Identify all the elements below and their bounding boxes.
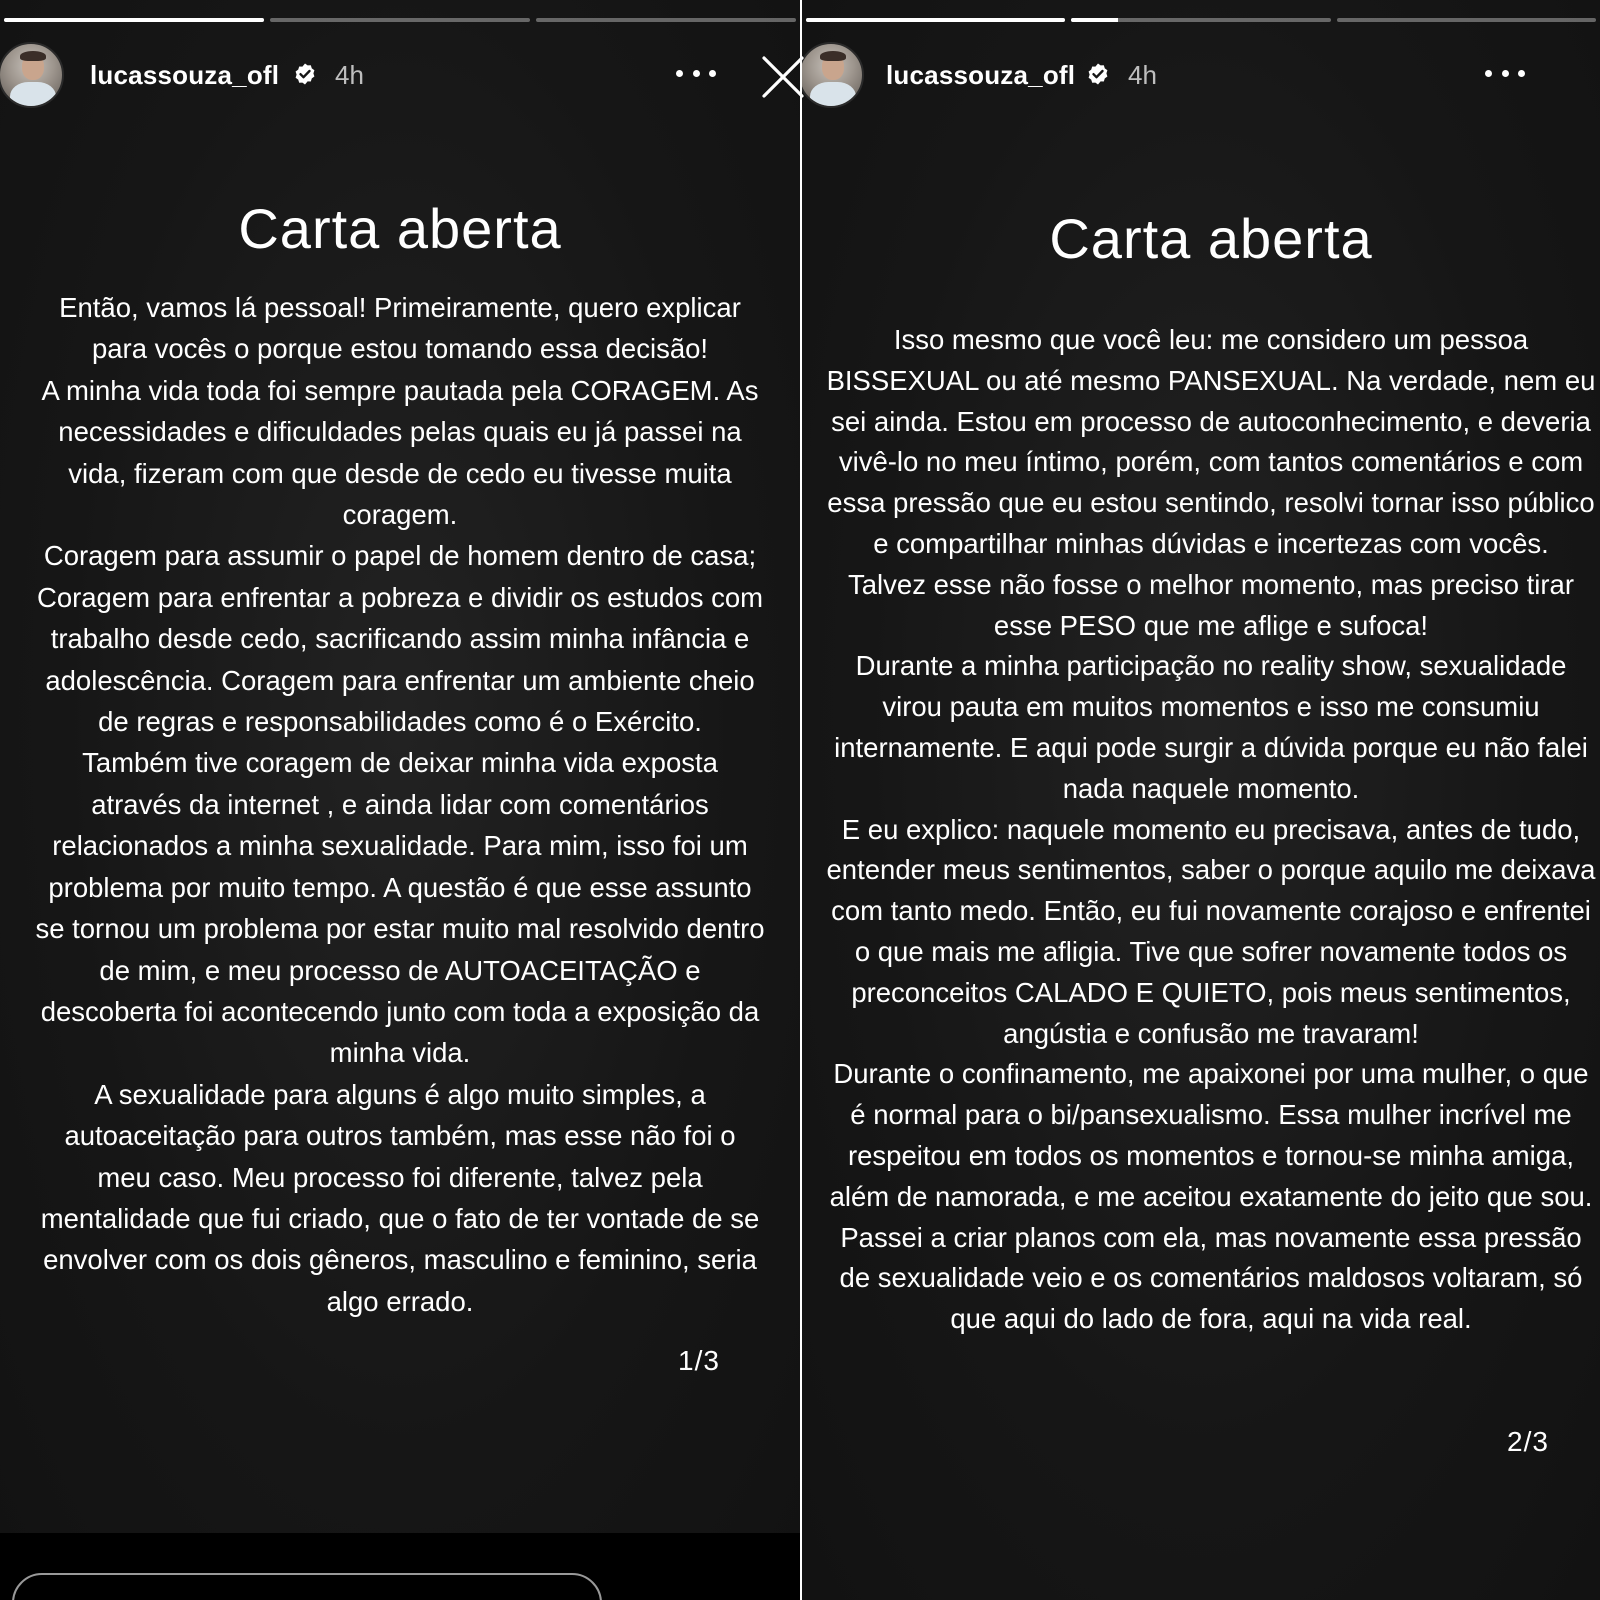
username[interactable]: lucassouza_ofl <box>90 60 280 90</box>
text-line: autoaceitação para outros também, mas esse não foi o <box>64 1120 736 1152</box>
text-line: se tornou um problema por estar muito mal resolvido dentro <box>35 913 765 945</box>
story-progress-bar <box>4 18 796 23</box>
text-line: Talvez esse não fosse o melhor momento, mas preciso tirar <box>848 568 1574 600</box>
page-number: 2/3 <box>1507 1426 1549 1457</box>
text-line: essa pressão que eu estou sentindo, resolvi tornar isso público <box>827 487 1595 519</box>
story-footer <box>0 1533 800 1600</box>
text-line: e compartilhar minhas dúvidas e incertezas com vocês. <box>873 527 1549 559</box>
text-line: é normal para o bi/pansexualismo. Essa mulher incrível me <box>850 1099 1572 1131</box>
story-header <box>802 40 1600 115</box>
page-title: Carta aberta <box>238 197 562 260</box>
username[interactable]: lucassouza_ofl <box>886 60 1076 90</box>
story-panel-right[interactable] <box>802 0 1600 1600</box>
text-line: relacionados a minha sexualidade. Para mim, isso foi um <box>52 830 748 862</box>
verified-badge-icon <box>1086 62 1110 86</box>
text-line: Coragem para enfrentar a pobreza e dividir os estudos com <box>36 581 764 613</box>
text-line: o que mais me afligia. Tive que sofrer novamente todos os <box>854 935 1568 967</box>
text-line: E eu explico: naquele momento eu precisava, antes de tudo, <box>841 813 1581 845</box>
text-line: além de namorada, e me aceitou exatamente do jeito que sou. <box>829 1180 1593 1212</box>
text-line: nada naquele momento. <box>1062 772 1360 804</box>
text-line: vivê-lo no meu íntimo, porém, com tantos comentários e com <box>838 446 1584 478</box>
text-line: algo errado. <box>326 1285 474 1317</box>
progress-segment-1 <box>806 18 1065 22</box>
text-line: necessidades e dificuldades pelas quais eu já passei na <box>58 416 742 448</box>
letter-body <box>0 287 800 1322</box>
text-line: Também tive coragem de deixar minha vida exposta <box>82 747 718 779</box>
text-line: para vocês o porque estou tomando essa decisão! <box>91 333 709 365</box>
text-line: de mim, e meu processo de AUTOACEITAÇÃO e <box>99 954 701 986</box>
text-line: sei ainda. Estou em processo de autoconhecimento, e deveria <box>831 405 1591 437</box>
text-line: problema por muito tempo. A questão é que esse assunto <box>48 871 752 903</box>
post-time: 4h <box>335 60 364 90</box>
verified-badge-icon <box>293 62 317 86</box>
story-progress-bar <box>806 18 1596 23</box>
text-line: de regras e responsabilidades como é o Exército. <box>98 706 702 738</box>
text-line: respeitou em todos os momentos e tornou-se minha amiga, <box>847 1139 1575 1171</box>
letter-body <box>802 320 1600 1340</box>
more-options-icon[interactable] <box>1485 70 1525 80</box>
text-line: virou pauta em muitos momentos e isso me consumiu <box>882 691 1540 723</box>
progress-segment-3 <box>536 18 796 22</box>
text-line: vida, fizeram com que desde de cedo eu tivesse muita <box>68 457 732 489</box>
text-line: de sexualidade veio e os comentários maldosos voltaram, só <box>839 1262 1583 1294</box>
text-line: internamente. E aqui pode surgir a dúvida porque eu não falei <box>834 731 1588 763</box>
text-line: esse PESO que me aflige e sufoca! <box>993 609 1429 641</box>
text-line: BISSEXUAL ou até mesmo PANSEXUAL. Na verdade, nem eu <box>826 364 1596 396</box>
text-line: envolver com os dois gêneros, masculino e feminino, seria <box>43 1244 757 1276</box>
text-line: meu caso. Meu processo foi diferente, talvez pela <box>97 1161 703 1193</box>
post-time: 4h <box>1128 60 1157 90</box>
story-header <box>0 40 800 115</box>
text-line: minha vida. <box>329 1037 471 1069</box>
avatar[interactable] <box>802 42 864 108</box>
progress-segment-2 <box>270 18 530 22</box>
close-icon[interactable] <box>760 54 806 100</box>
text-line: descoberta foi acontecendo junto com toda a exposição da <box>40 995 760 1027</box>
text-line: Durante o confinamento, me apaixonei por uma mulher, o que <box>833 1058 1589 1090</box>
reply-input[interactable] <box>12 1573 602 1600</box>
text-line: preconceitos CALADO E QUIETO, pois meus sentimentos, <box>851 976 1571 1008</box>
text-line: A sexualidade para alguns é algo muito simples, a <box>94 1078 706 1110</box>
avatar[interactable] <box>0 42 64 108</box>
text-line: A minha vida toda foi sempre pautada pela CORAGEM. As <box>41 374 759 406</box>
text-line: Isso mesmo que você leu: me considero um pessoa <box>893 324 1529 355</box>
text-line: através da internet , e ainda lidar com comentários <box>91 788 709 820</box>
page-title: Carta aberta <box>1049 207 1373 270</box>
progress-segment-2 <box>1071 18 1330 22</box>
progress-segment-3 <box>1337 18 1596 22</box>
text-line: que aqui do lado de fora, aqui na vida real. <box>950 1303 1472 1335</box>
text-line: com tanto medo. Então, eu fui novamente corajoso e enfrentei <box>831 895 1591 927</box>
text-line: Durante a minha participação no reality show, sexualidade <box>855 650 1567 682</box>
text-line: trabalho desde cedo, sacrificando assim minha infância e <box>50 623 750 655</box>
page-number: 1/3 <box>678 1345 720 1376</box>
text-line: entender meus sentimentos, saber o porque aquilo me deixava <box>826 854 1596 886</box>
text-line: Então, vamos lá pessoal! Primeiramente, quero explicar <box>59 292 741 323</box>
text-line: Passei a criar planos com ela, mas novamente essa pressão <box>840 1221 1582 1253</box>
more-options-icon[interactable] <box>676 70 716 80</box>
text-line: angústia e confusão me travaram! <box>1003 1017 1419 1049</box>
text-line: mentalidade que fui criado, que o fato de ter vontade de se <box>40 1202 760 1234</box>
text-line: Coragem para assumir o papel de homem dentro de casa; <box>43 540 757 572</box>
text-line: coragem. <box>342 499 458 531</box>
progress-segment-1 <box>4 18 264 22</box>
text-line: adolescência. Coragem para enfrentar um ambiente cheio <box>45 664 755 696</box>
